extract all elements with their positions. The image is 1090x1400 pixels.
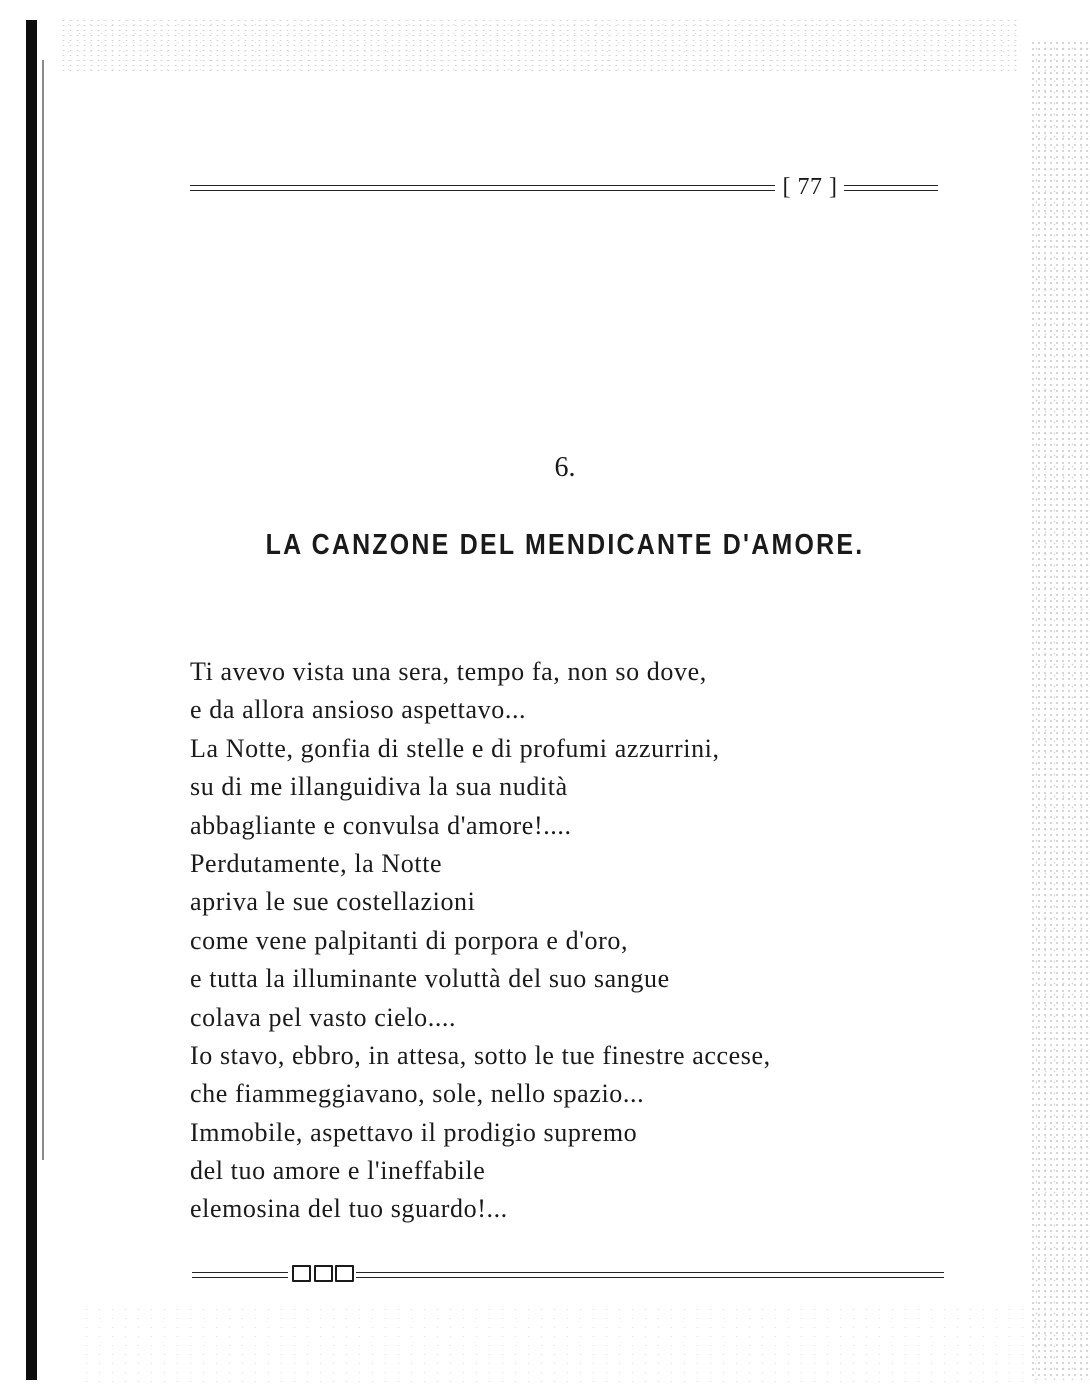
scan-noise-right [1030,40,1090,1380]
poem-line: e da allora ansioso aspettavo... [190,695,527,725]
poem-line: del tuo amore e l'ineffabile [190,1156,486,1186]
poem-body [190,653,930,1229]
scan-noise-top [60,18,1020,73]
poem-line: Io stavo, ebbro, in attesa, sotto le tue finestre accese, [190,1040,771,1070]
page-binding-shadow [42,60,44,1160]
page-number: [ 77 ] [782,174,838,200]
page-footer-ornament [192,1262,944,1288]
section-number: 6. [554,452,576,483]
poem-line: Perdutamente, la Notte [190,848,443,878]
poem-line: colava pel vasto cielo.... [190,1002,457,1032]
poem-line: Immobile, aspettavo il prodigio supremo [190,1117,638,1147]
header-rule-left [190,185,775,191]
ornament-square-icon [314,1265,333,1282]
footer-rule-right [356,1272,944,1278]
triple-square-ornament-icon [292,1265,354,1283]
poem-line: apriva le sue costellazioni [190,887,476,917]
poem-line: come vene palpitanti di porpora e d'oro, [190,925,629,955]
footer-rule-left [192,1272,288,1278]
ornament-square-icon [292,1265,311,1282]
page-header [190,172,938,202]
header-rule-right [844,185,938,191]
poem-line: che fiammeggiavano, sole, nello spazio... [190,1079,645,1109]
poem-line: abbagliante e convulsa d'amore!.... [190,810,572,840]
poem-line: La Notte, gonfia di stelle e di profumi azzurrini, [190,733,720,763]
ornament-square-icon [335,1265,354,1282]
scan-noise-bottom [80,1305,1040,1385]
poem-title: LA CANZONE DEL MENDICANTE D'AMORE. [265,529,865,561]
poem-line: Ti avevo vista una sera, tempo fa, non so dove, [190,657,707,686]
poem-line: elemosina del tuo sguardo!... [190,1194,508,1224]
poem-line: su di me illanguidiva la sua nudità [190,772,568,802]
poem-line: e tutta la illuminante voluttà del suo sangue [190,964,670,994]
page-binding-edge [26,20,37,1380]
